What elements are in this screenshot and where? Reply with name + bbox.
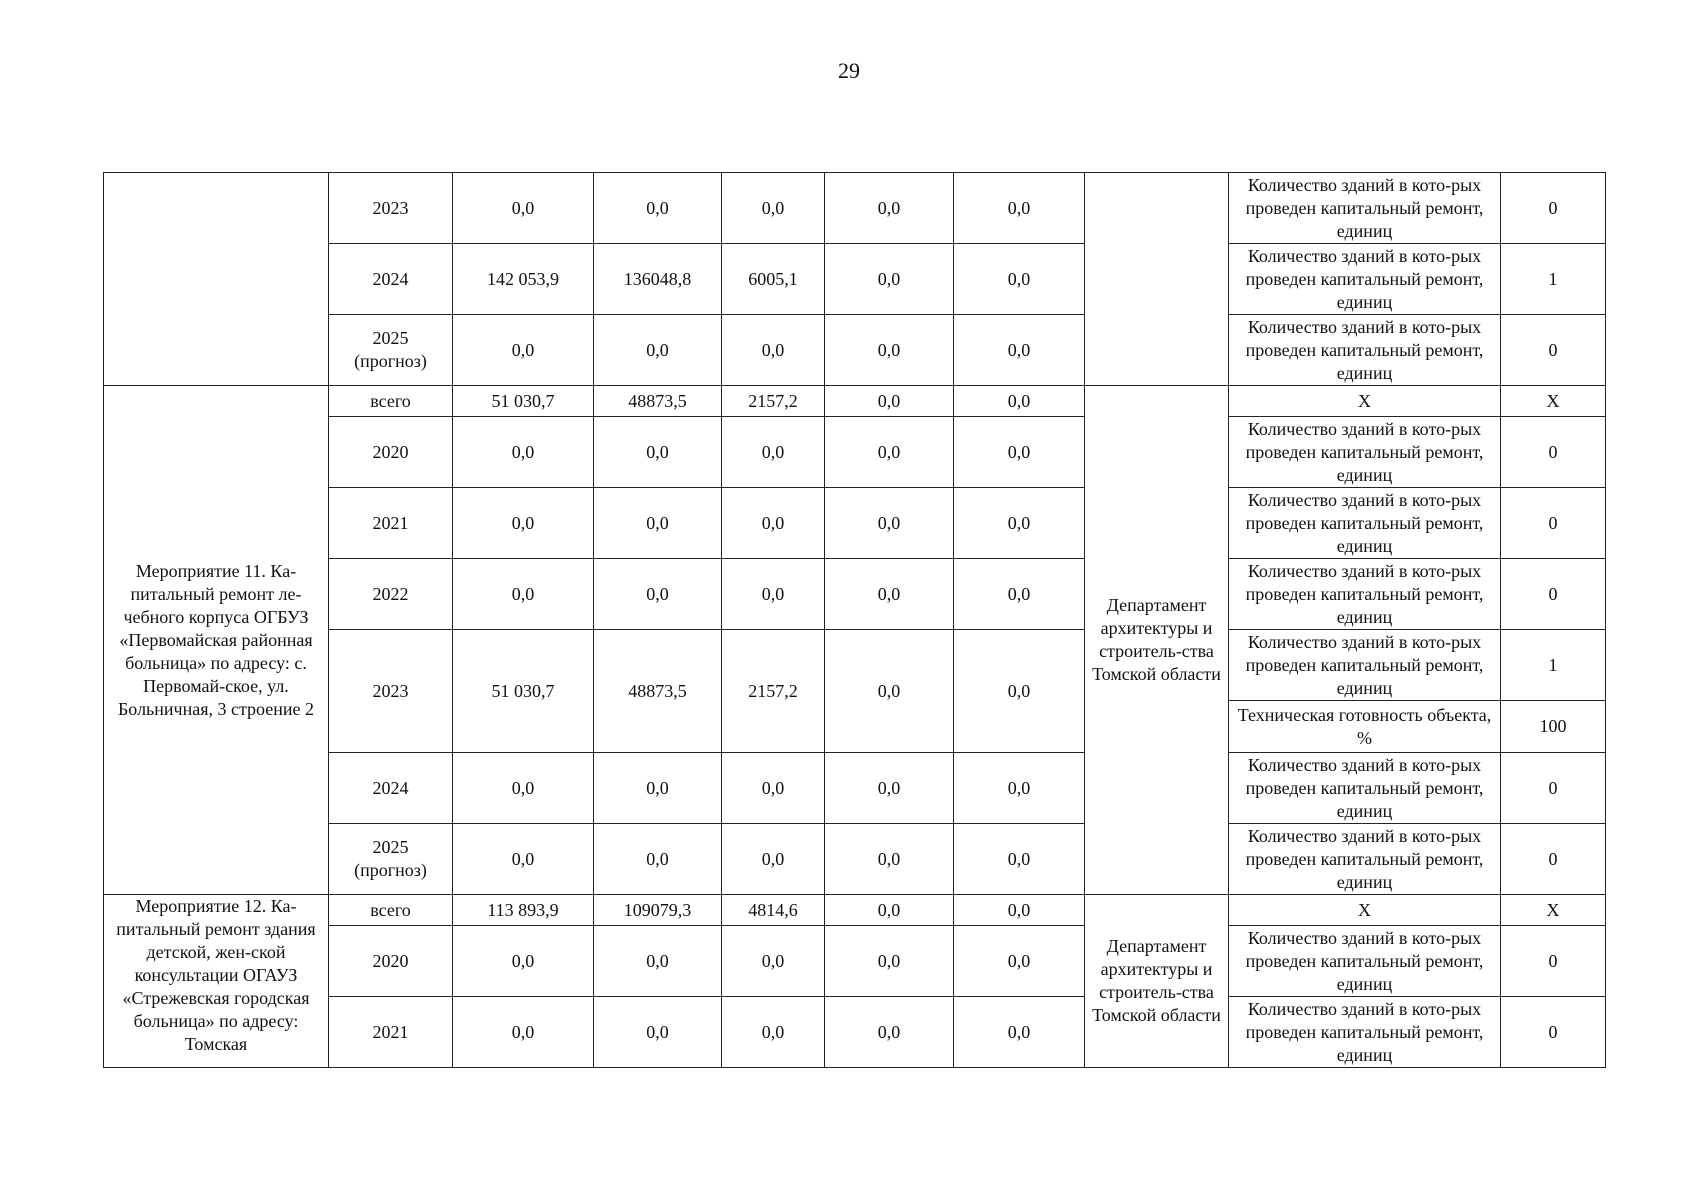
indicator-value: Х [1501, 895, 1606, 926]
federal-cell: 136048,8 [594, 244, 722, 315]
local-cell: 0,0 [825, 488, 954, 559]
indicator-value: 0 [1501, 926, 1606, 997]
table-row [104, 244, 1606, 315]
indicator-value: 1 [1501, 244, 1606, 315]
indicator-cell: Количество зданий в кото-рых проведен капитальный ремонт, единиц [1229, 559, 1501, 630]
federal-cell: 0,0 [594, 824, 722, 895]
table-row [104, 315, 1606, 386]
table-row [104, 997, 1606, 1068]
indicator-value: Х [1501, 386, 1606, 417]
table-row [104, 173, 1606, 244]
indicator-value: 0 [1501, 997, 1606, 1068]
table-row [104, 926, 1606, 997]
year-cell: 2022 [329, 559, 453, 630]
other-cell: 0,0 [954, 997, 1085, 1068]
regional-cell: 0,0 [722, 926, 825, 997]
activity-11-cell: Мероприятие 11. Ка-питальный ремонт ле-чебного корпуса ОГБУЗ «Первомайская районная больница» по адресу: с. Первомай-ское, ул. Больничная, 3 строение 2 [104, 386, 329, 895]
year-cell: 2025 (прогноз) [329, 824, 453, 895]
regional-cell: 0,0 [722, 315, 825, 386]
year-cell: 2024 [329, 244, 453, 315]
federal-cell: 48873,5 [594, 630, 722, 753]
budget-table [103, 172, 1606, 1068]
regional-cell: 0,0 [722, 173, 825, 244]
total-cell: 0,0 [453, 173, 594, 244]
federal-cell: 0,0 [594, 997, 722, 1068]
indicator-cell: Х [1229, 386, 1501, 417]
year-cell: 2024 [329, 753, 453, 824]
federal-cell: 0,0 [594, 926, 722, 997]
local-cell: 0,0 [825, 895, 954, 926]
year-cell: всего [329, 895, 453, 926]
table-row [104, 559, 1606, 630]
regional-cell: 2157,2 [722, 630, 825, 753]
federal-cell: 0,0 [594, 559, 722, 630]
year-cell: 2020 [329, 926, 453, 997]
other-cell: 0,0 [954, 488, 1085, 559]
federal-cell: 0,0 [594, 417, 722, 488]
indicator-value: 0 [1501, 173, 1606, 244]
indicator-cell: Х [1229, 895, 1501, 926]
other-cell: 0,0 [954, 630, 1085, 753]
table-row [104, 630, 1606, 701]
other-cell: 0,0 [954, 926, 1085, 997]
indicator-cell: Количество зданий в кото-рых проведен капитальный ремонт, единиц [1229, 824, 1501, 895]
total-cell: 0,0 [453, 315, 594, 386]
total-cell: 0,0 [453, 997, 594, 1068]
indicator-value: 0 [1501, 488, 1606, 559]
indicator-value: 100 [1501, 701, 1606, 753]
responsible-cell: Департамент архитектуры и строитель-ства Томской области [1085, 386, 1229, 895]
local-cell: 0,0 [825, 630, 954, 753]
other-cell: 0,0 [954, 386, 1085, 417]
indicator-cell: Количество зданий в кото-рых проведен капитальный ремонт, единиц [1229, 244, 1501, 315]
federal-cell: 109079,3 [594, 895, 722, 926]
indicator-cell: Количество зданий в кото-рых проведен капитальный ремонт, единиц [1229, 488, 1501, 559]
page-number: 29 [838, 58, 860, 83]
responsible-cell: Департамент архитектуры и строитель-ства Томской области [1085, 895, 1229, 1068]
table-row [104, 386, 1606, 417]
other-cell: 0,0 [954, 244, 1085, 315]
indicator-value: 0 [1501, 753, 1606, 824]
year-cell: 2020 [329, 417, 453, 488]
total-cell: 142 053,9 [453, 244, 594, 315]
regional-cell: 6005,1 [722, 244, 825, 315]
indicator-cell: Количество зданий в кото-рых проведен капитальный ремонт, единиц [1229, 926, 1501, 997]
year-cell: 2023 [329, 630, 453, 753]
indicator-cell: Количество зданий в кото-рых проведен капитальный ремонт, единиц [1229, 173, 1501, 244]
responsible-cell-empty [1085, 173, 1229, 386]
tech-readiness-cell: Техническая готовность объекта, % [1229, 701, 1501, 753]
federal-cell: 0,0 [594, 315, 722, 386]
federal-cell: 48873,5 [594, 386, 722, 417]
indicator-cell: Количество зданий в кото-рых проведен капитальный ремонт, единиц [1229, 417, 1501, 488]
activity-12-cell: Мероприятие 12. Ка-питальный ремонт здания детской, жен-ской консультации ОГАУЗ «Стрежевская городская больница» по адресу: Томская [104, 895, 329, 1068]
total-cell: 0,0 [453, 926, 594, 997]
local-cell: 0,0 [825, 417, 954, 488]
total-cell: 0,0 [453, 753, 594, 824]
total-cell: 0,0 [453, 488, 594, 559]
local-cell: 0,0 [825, 997, 954, 1068]
year-cell: 2023 [329, 173, 453, 244]
year-cell: 2025 (прогноз) [329, 315, 453, 386]
local-cell: 0,0 [825, 926, 954, 997]
indicator-value: 0 [1501, 417, 1606, 488]
local-cell: 0,0 [825, 173, 954, 244]
total-cell: 0,0 [453, 824, 594, 895]
total-cell: 51 030,7 [453, 630, 594, 753]
indicator-cell: Количество зданий в кото-рых проведен капитальный ремонт, единиц [1229, 315, 1501, 386]
indicator-cell: Количество зданий в кото-рых проведен капитальный ремонт, единиц [1229, 753, 1501, 824]
other-cell: 0,0 [954, 895, 1085, 926]
table-row [104, 824, 1606, 895]
regional-cell: 0,0 [722, 559, 825, 630]
table-row [104, 417, 1606, 488]
local-cell: 0,0 [825, 559, 954, 630]
indicator-cell: Количество зданий в кото-рых проведен капитальный ремонт, единиц [1229, 997, 1501, 1068]
total-cell: 51 030,7 [453, 386, 594, 417]
local-cell: 0,0 [825, 244, 954, 315]
regional-cell: 0,0 [722, 417, 825, 488]
federal-cell: 0,0 [594, 173, 722, 244]
federal-cell: 0,0 [594, 753, 722, 824]
indicator-cell: Количество зданий в кото-рых проведен капитальный ремонт, единиц [1229, 630, 1501, 701]
indicator-value: 0 [1501, 559, 1606, 630]
local-cell: 0,0 [825, 315, 954, 386]
total-cell: 113 893,9 [453, 895, 594, 926]
regional-cell: 2157,2 [722, 386, 825, 417]
local-cell: 0,0 [825, 753, 954, 824]
table-row [104, 753, 1606, 824]
total-cell: 0,0 [453, 417, 594, 488]
other-cell: 0,0 [954, 559, 1085, 630]
other-cell: 0,0 [954, 753, 1085, 824]
other-cell: 0,0 [954, 315, 1085, 386]
table-row [104, 488, 1606, 559]
local-cell: 0,0 [825, 386, 954, 417]
other-cell: 0,0 [954, 824, 1085, 895]
regional-cell: 0,0 [722, 753, 825, 824]
year-cell: 2021 [329, 488, 453, 559]
local-cell: 0,0 [825, 824, 954, 895]
regional-cell: 0,0 [722, 824, 825, 895]
federal-cell: 0,0 [594, 488, 722, 559]
year-cell: всего [329, 386, 453, 417]
indicator-value: 0 [1501, 315, 1606, 386]
table-row [104, 895, 1606, 926]
year-cell: 2021 [329, 997, 453, 1068]
other-cell: 0,0 [954, 417, 1085, 488]
indicator-value: 0 [1501, 824, 1606, 895]
activity-cell-empty [104, 173, 329, 386]
regional-cell: 0,0 [722, 997, 825, 1068]
other-cell: 0,0 [954, 173, 1085, 244]
total-cell: 0,0 [453, 559, 594, 630]
regional-cell: 0,0 [722, 488, 825, 559]
indicator-value: 1 [1501, 630, 1606, 701]
regional-cell: 4814,6 [722, 895, 825, 926]
